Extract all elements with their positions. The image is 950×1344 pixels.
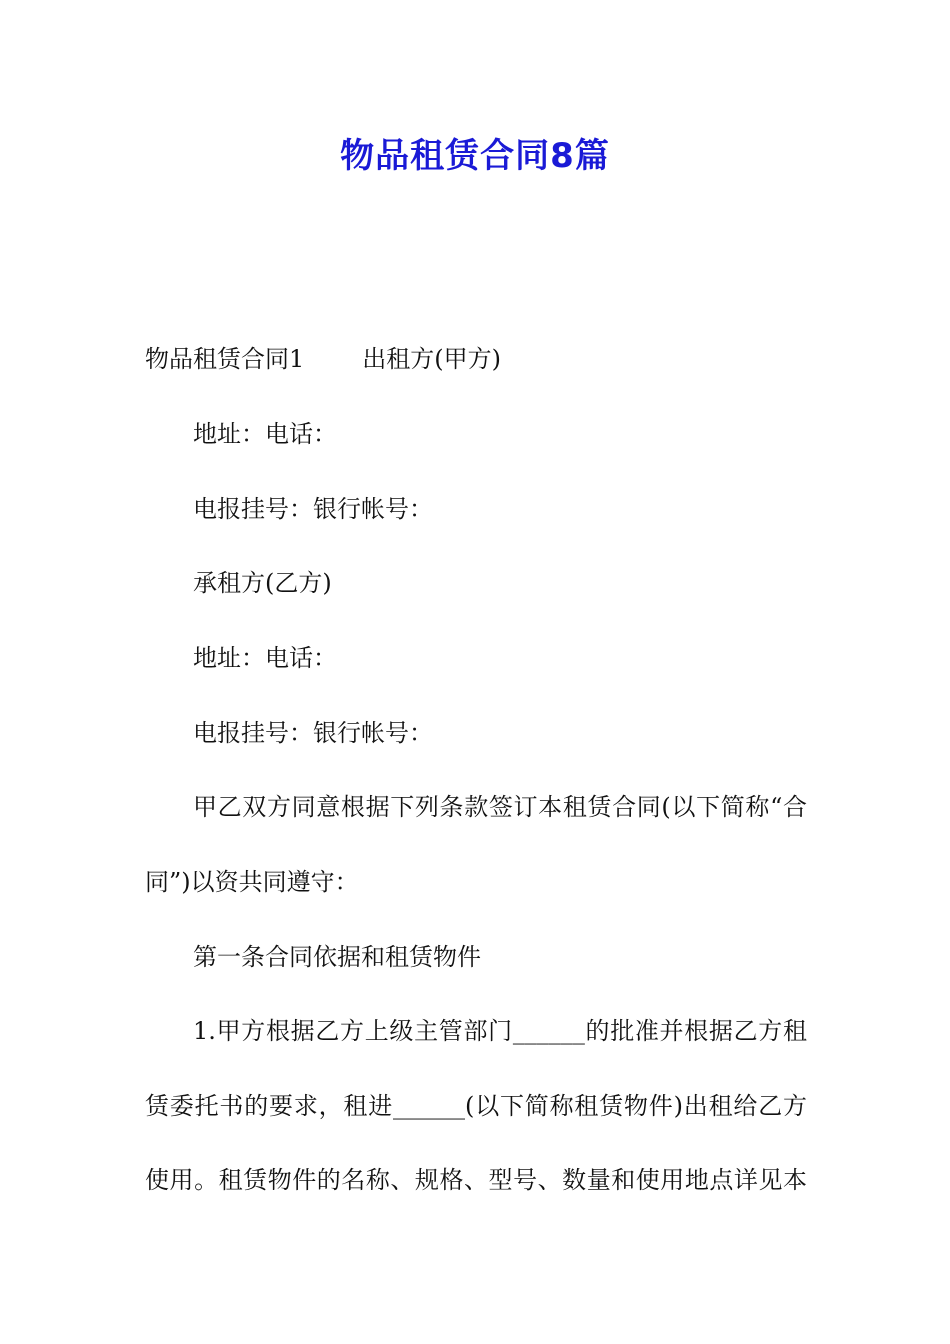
article-1-heading: 第一条合同依据和租赁物件 bbox=[193, 943, 481, 971]
lessor-address-line: 地址：电话： bbox=[193, 420, 337, 448]
lessee-label: 承租方(乙方) bbox=[193, 569, 332, 597]
agreement-line-2: 同”)以资共同遵守： bbox=[145, 868, 359, 896]
contract-intro-line bbox=[145, 343, 501, 375]
lessor-label: 出租方(甲方) bbox=[362, 345, 502, 373]
clause-1-line-1: 1.甲方根据乙方上级主管部门______的批准并根据乙方租 bbox=[193, 1017, 807, 1045]
lessee-bank-line: 电报挂号：银行帐号： bbox=[193, 719, 433, 747]
lessee-address-line: 地址：电话： bbox=[193, 644, 337, 672]
lessor-bank-line: 电报挂号：银行帐号： bbox=[193, 495, 433, 523]
page-title: 物品租赁合同8篇 bbox=[340, 136, 610, 176]
contract-heading: 物品租赁合同1 bbox=[145, 345, 305, 373]
clause-1-line-2: 赁委托书的要求，租进______(以下简称租赁物件)出租给乙方 bbox=[145, 1092, 807, 1120]
clause-1-line-3: 使用。租赁物件的名称、规格、型号、数量和使用地点详见本 bbox=[145, 1166, 807, 1194]
agreement-line-1: 甲乙双方同意根据下列条款签订本租赁合同(以下简称“合 bbox=[193, 793, 807, 821]
